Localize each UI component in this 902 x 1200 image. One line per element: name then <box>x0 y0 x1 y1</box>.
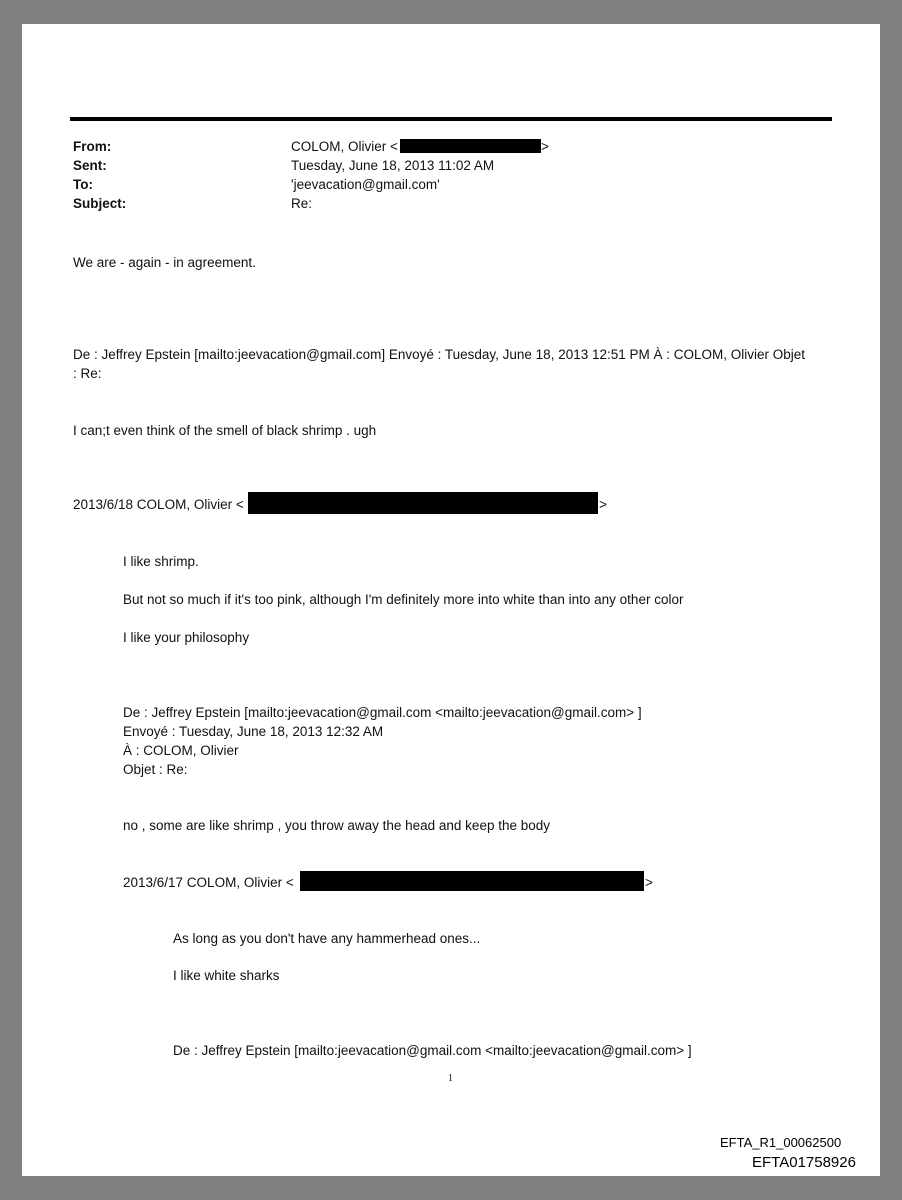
to-label: To: <box>73 177 93 192</box>
quote2-attribution: 2013/6/18 COLOM, Olivier < <box>73 497 244 512</box>
quote3-de: De : Jeffrey Epstein [mailto:jeevacation@gmail.com <mailto:jeevacation@gmail.com> ] <box>123 705 642 720</box>
quote4-line: As long as you don't have any hammerhead ones... <box>173 931 481 946</box>
subject-value: Re: <box>291 196 313 211</box>
redaction-bar <box>248 492 598 514</box>
redaction-bar <box>400 139 541 153</box>
header-rule <box>70 117 832 121</box>
quote1-text: I can;t even think of the smell of black shrimp . ugh <box>73 423 377 438</box>
to-value: 'jeevacation@gmail.com' <box>291 177 440 192</box>
quote1-header: De : Jeffrey Epstein [mailto:jeevacation@gmail.com] Envoyé : Tuesday, June 18, 2013 12:51 PM À : COLOM, Olivier Objet <box>73 347 806 362</box>
bates-number: EFTA01758926 <box>752 1154 856 1171</box>
quote5-de: De : Jeffrey Epstein [mailto:jeevacation@gmail.com <mailto:jeevacation@gmail.com> ] <box>173 1043 692 1058</box>
subject-label: Subject: <box>73 196 127 211</box>
quote4-attribution: 2013/6/17 COLOM, Olivier < <box>123 875 294 890</box>
quote3-objet: Objet : Re: <box>123 762 188 777</box>
document-page <box>22 24 880 1176</box>
redaction-bar <box>300 871 644 891</box>
reply-text: We are - again - in agreement. <box>73 255 256 270</box>
quote3-envoye: Envoyé : Tuesday, June 18, 2013 12:32 AM <box>123 724 384 739</box>
from-label: From: <box>73 139 112 154</box>
bates-number: EFTA_R1_00062500 <box>720 1135 842 1150</box>
quote2-line: I like shrimp. <box>123 554 199 569</box>
quote3-text: no , some are like shrimp , you throw away the head and keep the body <box>123 818 550 833</box>
page-number: 1 <box>448 1073 453 1084</box>
quote1-header-cont: : Re: <box>73 366 102 381</box>
sent-label: Sent: <box>73 158 107 173</box>
quote4-attribution-close: > <box>645 875 653 890</box>
from-value: COLOM, Olivier < <box>291 139 398 154</box>
quote2-line: But not so much if it's too pink, although I'm definitely more into white than into any other color <box>123 592 684 607</box>
quote2-line: I like your philosophy <box>123 630 250 645</box>
quote4-line: I like white sharks <box>173 968 280 983</box>
sent-value: Tuesday, June 18, 2013 11:02 AM <box>291 158 495 173</box>
quote3-a: À : COLOM, Olivier <box>123 743 239 758</box>
from-value-close: > <box>541 139 549 154</box>
quote2-attribution-close: > <box>599 497 607 512</box>
